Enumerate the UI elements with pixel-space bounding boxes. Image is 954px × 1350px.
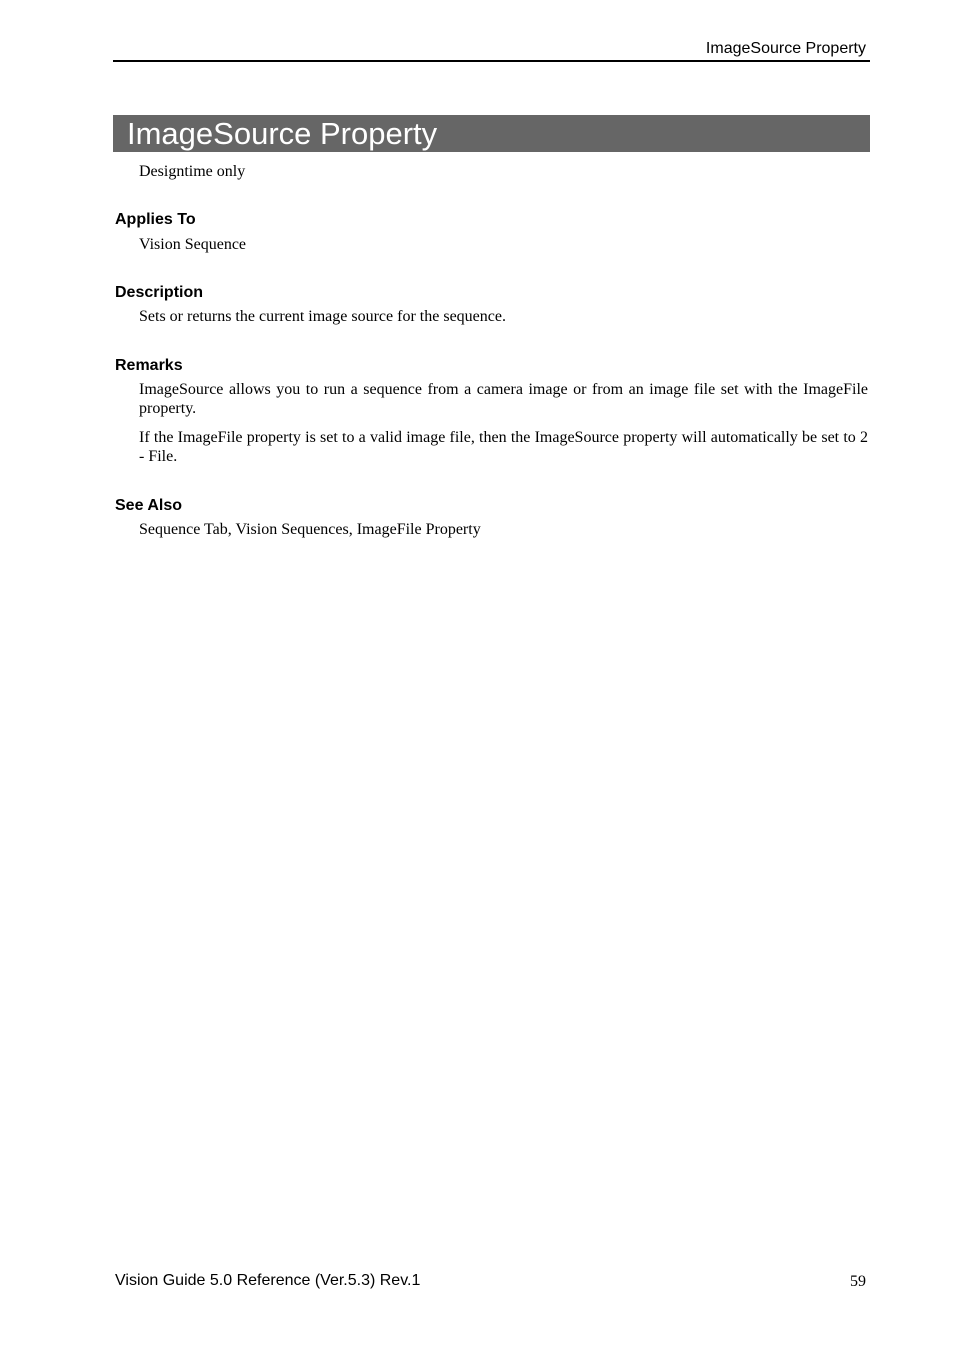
footer-document-title: Vision Guide 5.0 Reference (Ver.5.3) Rev.1 <box>115 1272 421 1289</box>
see-also-heading: See Also <box>115 497 182 514</box>
intro-text: Designtime only <box>139 163 246 180</box>
page-title: ImageSource Property <box>127 116 438 151</box>
remarks-paragraph-2: If the ImageFile property is set to a valid image file, then the ImageSource property will automatically be set to 2 - File. <box>139 429 868 465</box>
remarks-paragraph-1: ImageSource allows you to run a sequence from a camera image or from an image file set with the ImageFile property. <box>139 381 868 417</box>
applies-to-heading: Applies To <box>115 211 196 228</box>
applies-to-text: Vision Sequence <box>139 236 247 253</box>
running-header-title: ImageSource Property <box>705 40 866 57</box>
see-also-text: Sequence Tab, Vision Sequences, ImageFile Property <box>139 521 481 538</box>
description-text: Sets or returns the current image source for the sequence. <box>139 308 506 325</box>
page-title-bar <box>113 115 870 152</box>
description-heading: Description <box>115 284 204 301</box>
running-header <box>113 38 870 62</box>
footer-page-number: 59 <box>850 1273 866 1290</box>
remarks-heading: Remarks <box>115 357 183 374</box>
